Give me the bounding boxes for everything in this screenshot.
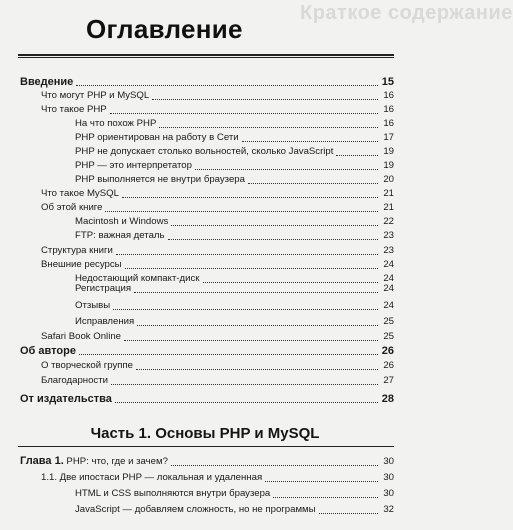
- chapter-number: Глава 1.: [20, 455, 64, 467]
- toc-entry-page: 26: [381, 345, 394, 357]
- toc-entry-label: Недостающий компакт-диск: [75, 273, 200, 284]
- toc-entry-page: 24: [383, 259, 394, 270]
- bleed-through-heading: Краткое содержание: [300, 2, 513, 24]
- toc-entry-page: 30: [383, 472, 394, 483]
- toc-entry-label: Благодарности: [41, 375, 108, 386]
- toc-entry-page: 28: [381, 393, 394, 405]
- toc-leader: [168, 238, 378, 240]
- toc-entry-label: Введение: [20, 76, 74, 88]
- toc-entry[interactable]: [75, 296, 394, 312]
- toc-entry-page: 21: [383, 188, 394, 199]
- toc-entry-label: Safari Book Online: [41, 331, 121, 342]
- toc-entry-page: 19: [383, 146, 394, 157]
- toc-leader: [136, 368, 378, 370]
- chapter-title: JavaScript — добавляем сложность, но не программы: [75, 504, 316, 515]
- toc-entry[interactable]: [75, 312, 394, 328]
- toc-entry-page: 27: [383, 375, 394, 386]
- title-rule-top: [18, 54, 394, 56]
- toc-entry-page: 25: [383, 316, 394, 327]
- toc-entry-page: 23: [383, 230, 394, 241]
- chapter-title: PHP: что, где и зачем?: [63, 456, 168, 467]
- toc-entry-page: 32: [383, 504, 394, 515]
- toc-entry-label: [75, 504, 316, 516]
- toc-leader: [134, 291, 378, 293]
- chapter-toc-entry[interactable]: [20, 452, 394, 468]
- toc-entry[interactable]: [20, 341, 394, 357]
- toc-leader: [79, 353, 378, 355]
- toc-entry-label: [41, 472, 262, 484]
- toc-entry-page: 30: [383, 456, 394, 467]
- toc-leader: [273, 496, 378, 498]
- toc-entry-label: Что могут PHP и MySQL: [41, 90, 150, 101]
- toc-entry-label: PHP ориентирован на работу в Сети: [75, 132, 239, 143]
- toc-entry-page: 24: [383, 273, 394, 284]
- toc-entry-page: 15: [381, 76, 394, 88]
- chapter-title: HTML и CSS выполняются внутри браузера: [75, 488, 271, 499]
- toc-entry-page: 22: [383, 216, 394, 227]
- chapter-toc-entry[interactable]: [41, 468, 394, 484]
- toc-entry-label: Что такое MySQL: [41, 188, 119, 199]
- toc-leader: [171, 464, 378, 466]
- toc-entry-label: PHP выполняется не внутри браузера: [75, 174, 245, 185]
- toc-entry-page: 26: [383, 360, 394, 371]
- toc-leader: [137, 324, 378, 326]
- toc-entry-label: Об этой книге: [41, 202, 103, 213]
- toc-entry-label: Исправления: [75, 316, 135, 327]
- toc-entry-label: Отзывы: [75, 300, 111, 311]
- chapter-toc-entry[interactable]: [75, 484, 394, 500]
- toc-entry-label: На что похож PHP: [75, 118, 157, 129]
- toc-entry-page: 16: [383, 90, 394, 101]
- toc-entry-label: Регистрация: [75, 283, 132, 294]
- toc-entry-page: 17: [383, 132, 394, 143]
- toc-entry-label: Macintosh и Windows: [75, 216, 169, 227]
- toc-entry-label: Структура книги: [41, 245, 113, 256]
- toc-leader: [113, 308, 378, 310]
- toc-entry-page: 16: [383, 104, 394, 115]
- toc-entry-page: 19: [383, 160, 394, 171]
- toc-entry-label: Внешние ресурсы: [41, 259, 122, 270]
- toc-entry-page: 24: [383, 300, 394, 311]
- toc-entry-page: 25: [383, 331, 394, 342]
- toc-entry[interactable]: [41, 371, 394, 387]
- toc-entry-label: О творческой группе: [41, 360, 134, 371]
- toc-entry[interactable]: [41, 356, 394, 372]
- toc-entry[interactable]: [20, 389, 394, 405]
- toc-entry-label: FTP: важная деталь: [75, 230, 165, 241]
- toc-entry[interactable]: [75, 226, 394, 242]
- toc-entry-page: 24: [383, 283, 394, 294]
- toc-entry-page: 30: [383, 488, 394, 499]
- toc-entry-label: PHP — это интерпретатор: [75, 160, 192, 171]
- toc-entry-label: Что такое PHP: [41, 104, 107, 115]
- toc-entry-label: Об авторе: [20, 345, 76, 357]
- toc-entry-page: 23: [383, 245, 394, 256]
- chapter-rule: [18, 446, 394, 447]
- title-rule-bottom: [18, 57, 394, 58]
- toc-entry-page: 20: [383, 174, 394, 185]
- toc-entry-page: 16: [383, 118, 394, 129]
- chapter-title: 1.1. Две ипостаси PHP — локальная и удаленная: [41, 472, 263, 483]
- toc-entry[interactable]: [75, 279, 394, 295]
- toc-entry-label: [75, 488, 270, 500]
- page-title: Оглавление: [86, 14, 243, 44]
- toc-entry-label: От издательства: [20, 393, 112, 405]
- toc-entry-page: 21: [383, 202, 394, 213]
- toc-leader: [115, 401, 378, 403]
- toc-entry-label: PHP не допускает столько вольностей, сколько JavaScript: [75, 146, 334, 157]
- toc-leader: [319, 512, 378, 514]
- part-title: Часть 1. Основы PHP и MySQL: [90, 425, 320, 442]
- toc-entry-label: [20, 455, 168, 468]
- toc-leader: [111, 383, 378, 385]
- chapter-toc-entry[interactable]: [75, 500, 394, 516]
- toc-leader: [265, 480, 378, 482]
